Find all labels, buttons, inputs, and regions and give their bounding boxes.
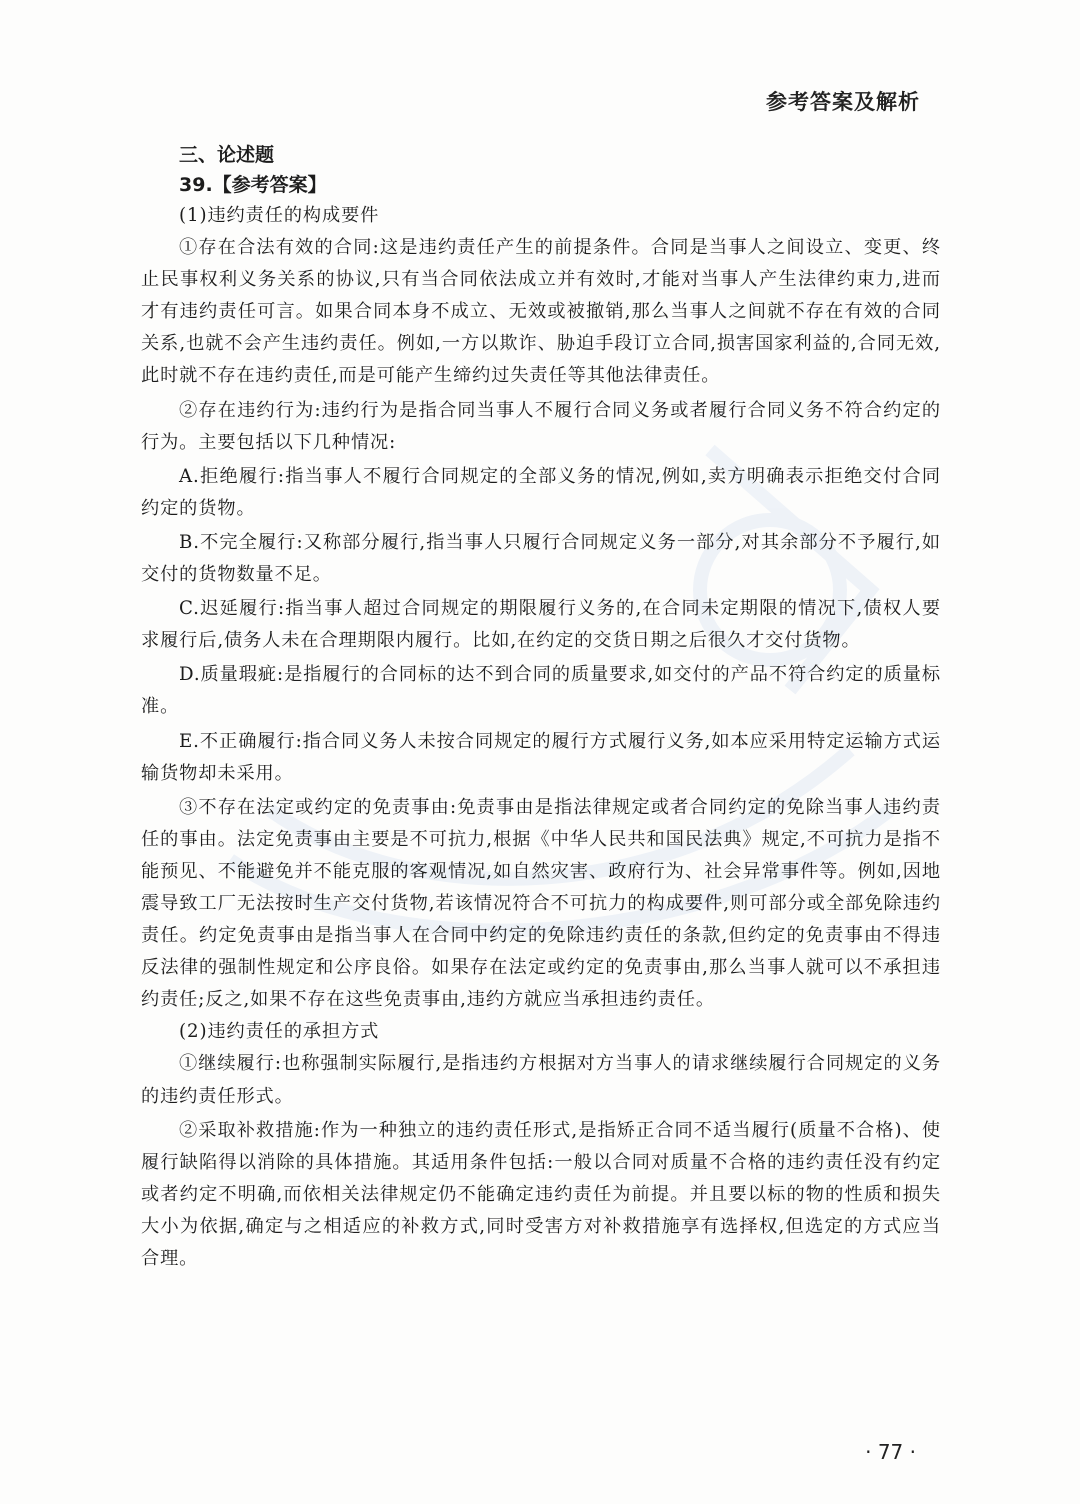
answer-heading: 39.【参考答案】 bbox=[179, 174, 327, 196]
paragraph: (1)违约责任的构成要件 bbox=[179, 205, 380, 226]
paragraph: C.迟延履行:指当事人超过合同规定的期限履行义务的,在合同未定期限的情况下,债权人要求履行后,债务人未在合理期限内履行。比如,在约定的交货日期之后很久才交付货物。 bbox=[141, 598, 941, 652]
paragraph: B.不完全履行:又称部分履行,指当事人只履行合同规定义务一部分,对其余部分不予履行,如交付的货物数量不足。 bbox=[141, 531, 941, 586]
paragraph: A.拒绝履行:指当事人不履行合同规定的全部义务的情况,例如,卖方明确表示拒绝交付合同约定的货物。 bbox=[141, 465, 941, 519]
section-heading: 三、论述题 bbox=[179, 144, 275, 166]
paragraph: E.不正确履行:指合同义务人未按合同规定的履行方式履行义务,如本应采用特定运输方式运输货物却未采用。 bbox=[141, 730, 941, 784]
page-number: · 77 · bbox=[865, 1440, 916, 1464]
paragraph: D.质量瑕疵:是指履行的合同标的达不到合同的质量要求,如交付的产品不符合约定的质量标准。 bbox=[141, 664, 941, 718]
paragraph: ②采取补救措施:作为一种独立的违约责任形式,是指矫正合同不适当履行(质量不合格)、使履行缺陷得以消除的具体措施。其适用条件包括:一般以合同对质量不合格的违约责任没有约定或者约定不明确,而依相关法律规定仍不能确定违约责任为前提。并且要以标的物的性质和损失大小为依据,确定与之相适应的补救方式,同时受害方对补救措施享有选择权,但选定的方式应当合理。 bbox=[141, 1119, 941, 1269]
paragraph: ②存在违约行为:违约行为是指合同当事人不履行合同义务或者履行合同义务不符合约定的行为。主要包括以下几种情况: bbox=[141, 399, 941, 453]
paragraph: ①存在合法有效的合同:这是违约责任产生的前提条件。合同是当事人之间设立、变更、终止民事权利义务关系的协议,只有当合同依法成立并有效时,才能对当事人产生法律约束力,进而才有违约责任可言。如果合同本身不成立、无效或被撤销,那么当事人之间就不存在有效的合同关系,也就不会产生违约责任。例如,一方以欺诈、胁迫手段订立合同,损害国家利益的,合同无效,此时就不存在违约责任,而是可能产生缔约过失责任等其他法律责任。 bbox=[141, 237, 941, 387]
running-header: 参考答案及解析 bbox=[766, 90, 920, 114]
paragraph: ①继续履行:也称强制实际履行,是指违约方根据对方当事人的请求继续履行合同规定的义务的违约责任形式。 bbox=[141, 1053, 941, 1107]
page-content bbox=[141, 140, 941, 1275]
paragraph: ③不存在法定或约定的免责事由:免责事由是指法律规定或者合同约定的免除当事人违约责任的事由。法定免责事由主要是不可抗力,根据《中华人民共和国民法典》规定,不可抗力是指不能预见、不能避免并不能克服的客观情况,如自然灾害、政府行为、社会异常事件等。例如,因地震导致工厂无法按时生产交付货物,若该情况符合不可抗力的构成要件,则可部分或全部免除违约责任。约定免责事由是指当事人在合同中约定的免除违约责任的条款,但约定的免责事由不得违反法律的强制性规定和公序良俗。如果存在法定或约定的免责事由,那么当事人就可以不承担违约责任;反之,如果不存在这些免责事由,违约方就应当承担违约责任。 bbox=[141, 796, 941, 1011]
paragraph: (2)违约责任的承担方式 bbox=[179, 1021, 380, 1043]
